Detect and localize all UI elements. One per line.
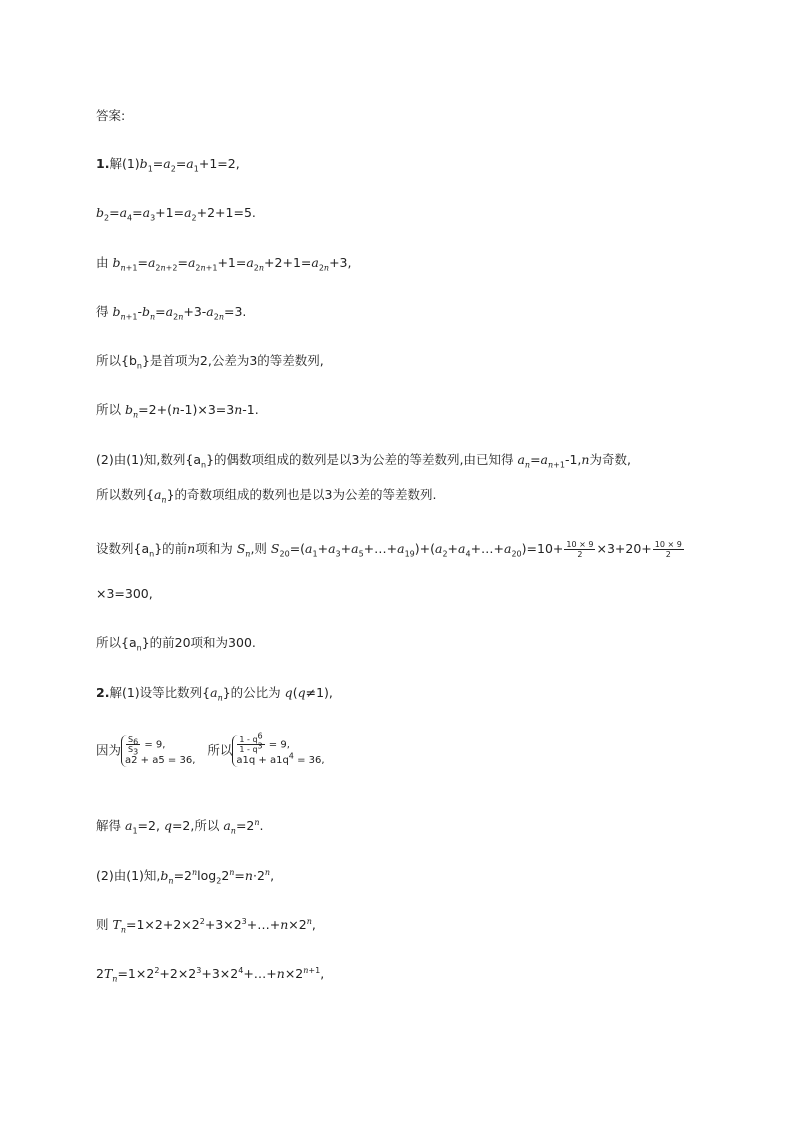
q1-line-3: 由 $b_{n+1}=a_{2n+2}=a_{2n+1}+1=a_{2n}+2+1=a_{2n}+3$,	[96, 255, 352, 273]
equation-system-1: $\frac{S_6}{S_3}$ = 9, a2 + a5 = 36,	[121, 735, 195, 767]
equation-system-2: $\frac{1 - q^6}{1 - q^3}$ = 9, $a1q + a1q^4 = 36$,	[232, 735, 324, 767]
q1-line-6: 所以 $b_n=2+(n-1)\times 3=3n-1$.	[96, 402, 259, 420]
q1-line-7: (2)由(1)知,数列$\{a_n\}$的偶数项组成的数列是以3为公差的等差数列,由已知得 $a_n=a_{n+1}-1,n$为奇数,	[96, 452, 631, 470]
q1-line-10: ×3=300,	[96, 586, 153, 601]
q2-line-6: $2T_n=1\times 2^2+2\times 2^3+3\times 2^4+\dots+n\times 2^{n+1}$,	[96, 965, 325, 984]
q1-line-1: 1.解$(1)b_1=a_2=a_1+1=2$,	[96, 156, 240, 174]
q1-line-5: 所以$\{b_n\}$是首项为2,公差为3的等差数列,	[96, 353, 324, 371]
fraction-2: $\frac{10 \times 9}{2}$	[654, 540, 682, 559]
q2-line-4: (2)由(1)知$,b_n=2^n\log_22^n=n\cdot 2^n$,	[96, 867, 275, 886]
q1-line-9: 设数列$\{a_n\}$的前n项和为 $S_n$,则 $S_{20}=(a_1+a_3+a_5+\dots+a_{19})+(a_2+a_4+\dots+a_{20})=10+$ $\frac{10 \times 9}{2}$ ×3+20+ $\frac{10 \times 9}{2}$	[96, 540, 682, 559]
q1-line-4: 得 $b_{n+1}-b_n=a_{2n}+3-a_{2n}=3$.	[96, 304, 247, 322]
fraction-1: $\frac{10 \times 9}{2}$	[566, 540, 594, 559]
q2-line-2: 因为 $\frac{S_6}{S_3}$ = 9, a2 + a5 = 36, 所以 $\frac{1 - q^6}{1 - q^3}$ = 9, $a1q + a1q^4 = 36$,	[96, 731, 325, 766]
q1-line-2: $b_2=a_4=a_3+1=a_2+2+1=5$.	[96, 205, 256, 223]
answer-heading: 答案:	[96, 108, 126, 123]
q2-line-5: 则 $T_n=1\times 2+2\times 2^2+3\times 2^3+\dots+n\times 2^n$,	[96, 916, 316, 935]
q1-line-11: 所以$\{a_n\}$的前20项和为300.	[96, 635, 256, 653]
q2-line-1: 2.解(1)设等比数列$\{a_n\}$的公比为 q(q≠1),	[96, 685, 333, 703]
q2-line-3: 解得 $a_1=2$, q=2,所以 $a_n=2^n$.	[96, 817, 264, 836]
q1-line-8: 所以数列$\{a_n\}$的奇数项组成的数列也是以3为公差的等差数列.	[96, 487, 437, 505]
